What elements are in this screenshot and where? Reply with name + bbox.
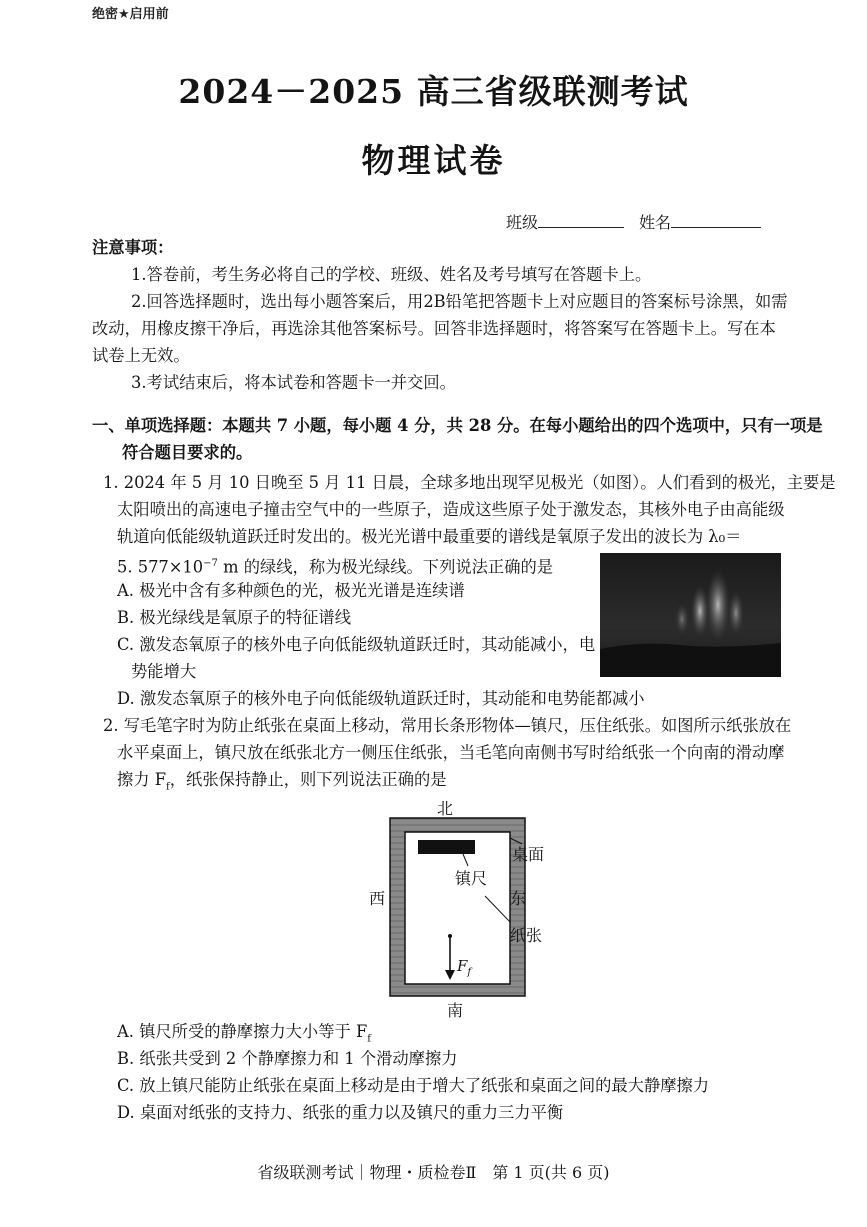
q1-option-c-cont: 势能增大 bbox=[131, 662, 197, 681]
class-field bbox=[506, 210, 624, 233]
q1-stem-line: 轨道向低能级轨道跃迁时发出的。极光光谱中最重要的谱线是氧原子发出的波长为 λ₀＝ bbox=[117, 527, 742, 546]
name-blank bbox=[671, 213, 761, 228]
q2-option-d: D. 桌面对纸张的支持力、纸张的重力以及镇尺的重力三力平衡 bbox=[117, 1103, 564, 1122]
label-force: $F_f$ bbox=[457, 957, 472, 978]
q1-option-a: A. 极光中含有多种颜色的光，极光光谱是连续谱 bbox=[117, 581, 465, 600]
section-heading: 一、单项选择题：本题共 7 小题，每小题 4 分，共 28 分。在每小题给出的四个选项中，只有一项是 bbox=[92, 416, 823, 435]
label-ruler: 镇尺 bbox=[455, 869, 488, 888]
exam-title: 2024－2025 高三省级联测考试 bbox=[178, 72, 689, 111]
q1-option-c: C. 激发态氧原子的核外电子向低能级轨道跃迁时，其动能减小，电 bbox=[117, 635, 596, 654]
aurora-photo bbox=[600, 553, 781, 677]
ruler-rect bbox=[418, 840, 475, 854]
q2-option-a: A. 镇尺所受的静摩擦力大小等于 $F_f$ bbox=[117, 1022, 371, 1045]
notice-line: 2.回答选择题时，选出每小题答案后，用2B铅笔把答题卡上对应题目的答案标号涂黑，如需 bbox=[131, 292, 788, 311]
notice-line: 试卷上无效。 bbox=[92, 346, 190, 365]
label-desk: 桌面 bbox=[512, 845, 545, 864]
q1-option-b: B. 极光绿线是氧原子的特征谱线 bbox=[117, 608, 351, 627]
class-blank bbox=[538, 213, 624, 228]
name-label: 姓名 bbox=[639, 213, 672, 232]
name-field bbox=[639, 210, 761, 233]
q2-stem-line: 水平桌面上，镇尺放在纸张北方一侧压住纸张，当毛笔向南侧书写时给纸张一个向南的滑动摩 bbox=[117, 743, 785, 762]
q2-option-b: B. 纸张共受到 2 个静摩擦力和 1 个滑动摩擦力 bbox=[117, 1049, 458, 1068]
page-footer: 省级联测考试｜物理・质检卷Ⅱ 第 1 页(共 6 页) bbox=[257, 1163, 610, 1182]
q1-option-d: D. 激发态氧原子的核外电子向低能级轨道跃迁时，其动能和电势能都减小 bbox=[117, 689, 645, 708]
notice-line: 1.答卷前，考生务必将自己的学校、班级、姓名及考号填写在答题卡上。 bbox=[131, 265, 652, 284]
class-label: 班级 bbox=[506, 213, 539, 232]
q1-stem-line: 1. 2024 年 5 月 10 日晚至 5 月 11 日晨，全球多地出现罕见极光（如图）。人们看到的极光，主要是 bbox=[103, 473, 836, 492]
notice-line: 改动，用橡皮擦干净后，再选涂其他答案标号。回答非选择题时，将答案写在答题卡上。写在本 bbox=[92, 319, 776, 338]
q1-stem-line: 太阳喷出的高速电子撞击空气中的一些原子，造成这些原子处于激发态，其核外电子由高能级 bbox=[117, 500, 785, 519]
force-origin bbox=[448, 934, 452, 938]
label-east: 东 bbox=[510, 889, 527, 908]
label-north: 北 bbox=[437, 799, 454, 818]
subject-title: 物理试卷 bbox=[361, 141, 506, 180]
notice-line: 3.考试结束后，将本试卷和答题卡一并交回。 bbox=[131, 373, 456, 392]
label-paper: 纸张 bbox=[510, 926, 543, 945]
q2-option-c: C. 放上镇尺能防止纸张在桌面上移动是由于增大了纸张和桌面之间的最大静摩擦力 bbox=[117, 1076, 710, 1095]
section-heading-cont: 符合题目要求的。 bbox=[122, 443, 253, 462]
q2-stem-line: 2. 写毛笔字时为防止纸张在桌面上移动，常用长条形物体—镇尺，压住纸张。如图所示纸张放在 bbox=[103, 716, 792, 735]
q1-stem-line: 5. $577\times 10^{-7}$ m 的绿线，称为极光绿线。下列说法正确的是 bbox=[117, 557, 554, 577]
desk-paper-figure bbox=[360, 798, 560, 1018]
q2-stem-line: 擦力 $F_f$，纸张保持静止，则下列说法正确的是 bbox=[117, 770, 447, 793]
confidential-stamp: 绝密★启用前 bbox=[92, 7, 169, 22]
notice-heading: 注意事项： bbox=[92, 238, 174, 257]
label-south: 南 bbox=[447, 1001, 464, 1020]
label-west: 西 bbox=[369, 889, 386, 908]
